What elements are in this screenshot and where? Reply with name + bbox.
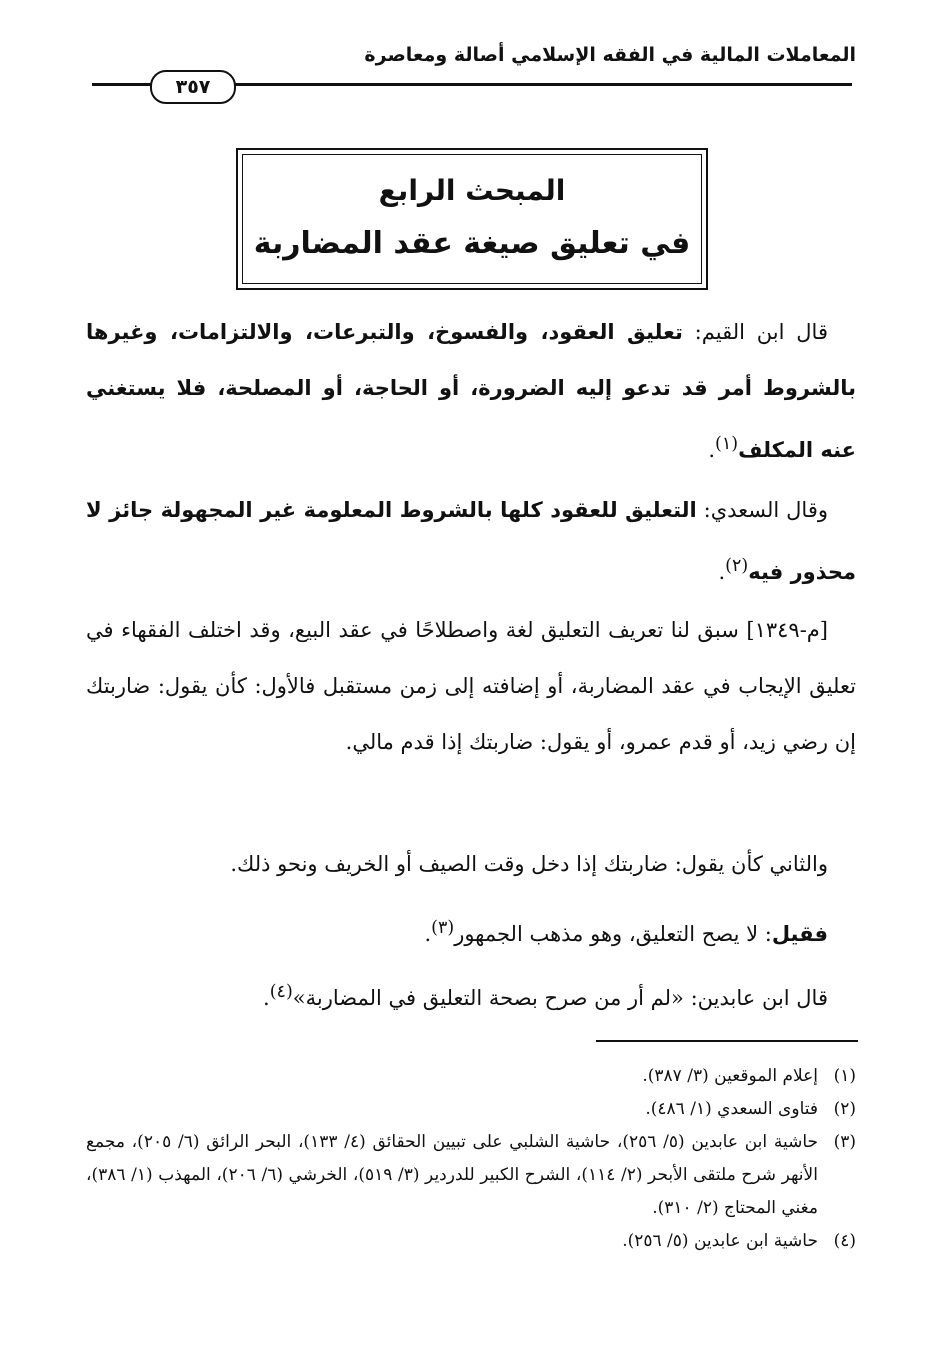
opinion-text: : لا يصح التعليق، وهو مذهب الجمهور: [454, 922, 772, 946]
footnote-number: (٢): [833, 1099, 856, 1119]
page-number-frame: [150, 70, 236, 104]
footnote-text: حاشية ابن عابدين (٥/ ٢٥٦)، حاشية الشلبي على تبيين الحقائق (٤/ ١٣٣)، البحر الرائق (٦/ ٢٠٥)، مجمع الأنهر شرح ملتقى الأبحر (٢/ ١١٤)، الشرح الكبير للدردير (٣/ ٥١٩)، الخرشي (٦/ ٢٠٦)، المهذب (١/ ٣٨٦)، مغني المحتاج (٢/ ٣١٠).: [86, 1132, 819, 1218]
footnote: [86, 1225, 856, 1258]
footnote-number: (٣): [833, 1132, 856, 1152]
running-header: المعاملات المالية في الفقه الإسلامي أصالة ومعاصرة: [364, 44, 856, 66]
section-title-box: [236, 148, 708, 290]
paragraph-second-case: والثاني كأن يقول: ضاربتك إذا دخل وقت الصيف أو الخريف ونحو ذلك.: [230, 852, 828, 876]
footnote-ref: (٣): [431, 918, 455, 938]
paragraph-m1349: [م-١٣٤٩] سبق لنا تعريف التعليق لغة واصطلاحًا في عقد البيع، وقد اختلف الفقهاء في تعليق الإيجاب في عقد المضاربة، أو إضافته إلى زمن مستقبل فالأول: كأن يقول: ضاربتك إن رضي زيد، أو قدم عمرو، أو يقول: ضاربتك إذا قدم مالي.: [86, 618, 856, 754]
footnote-ref: (٤): [269, 982, 293, 1002]
quote-bold: تعليق العقود، والفسوخ، والتبرعات، والالتزامات، وغيرها بالشروط أمر قد تدعو إليه الضرورة، أو الحاجة، أو المصلحة، فلا يستغني عنه المكلف: [86, 320, 856, 462]
section-heading: المبحث الرابع: [378, 174, 566, 207]
footnote: [86, 1126, 856, 1225]
opinion-label: فقيل: [771, 922, 828, 946]
period: .: [708, 438, 716, 462]
footnote-number: (١): [833, 1066, 856, 1086]
footnote-text: فتاوى السعدي (١/ ٤٨٦).: [645, 1099, 818, 1119]
footnote: [86, 1093, 856, 1126]
quote-bold: التعليق للعقود كلها بالشروط المعلومة غير المجهولة جائز لا محذور فيه: [86, 498, 856, 584]
section-subheading: في تعليق صيغة عقد المضاربة: [253, 226, 691, 261]
footnote-text: إعلام الموقعين (٣/ ٣٨٧).: [642, 1066, 818, 1086]
footnote-ref: (٢): [725, 556, 749, 576]
footnotes: [86, 1060, 856, 1258]
page-number: ٣٥٧: [175, 76, 211, 98]
footnote-text: حاشية ابن عابدين (٥/ ٢٥٦).: [622, 1231, 818, 1251]
period: .: [263, 986, 270, 1010]
paragraph-lead: وقال السعدي:: [696, 498, 828, 522]
paragraph-ibn-qayyim: [86, 304, 856, 478]
paragraph-lead: قال ابن القيم:: [682, 320, 828, 344]
footnote-number: (٤): [833, 1231, 856, 1251]
period: .: [718, 560, 726, 584]
paragraph-ibn-abidin: [86, 964, 856, 1026]
period: .: [424, 922, 432, 946]
paragraph-saadi: [86, 482, 856, 600]
paragraph-first-opinion: [86, 900, 856, 962]
quote-text: قال ابن عابدين: «لم أر من صرح بصحة التعليق في المضاربة»: [292, 986, 828, 1010]
footnote-ref: (١): [715, 434, 739, 454]
footnote-separator: [596, 1040, 858, 1042]
footnote: [86, 1060, 856, 1093]
